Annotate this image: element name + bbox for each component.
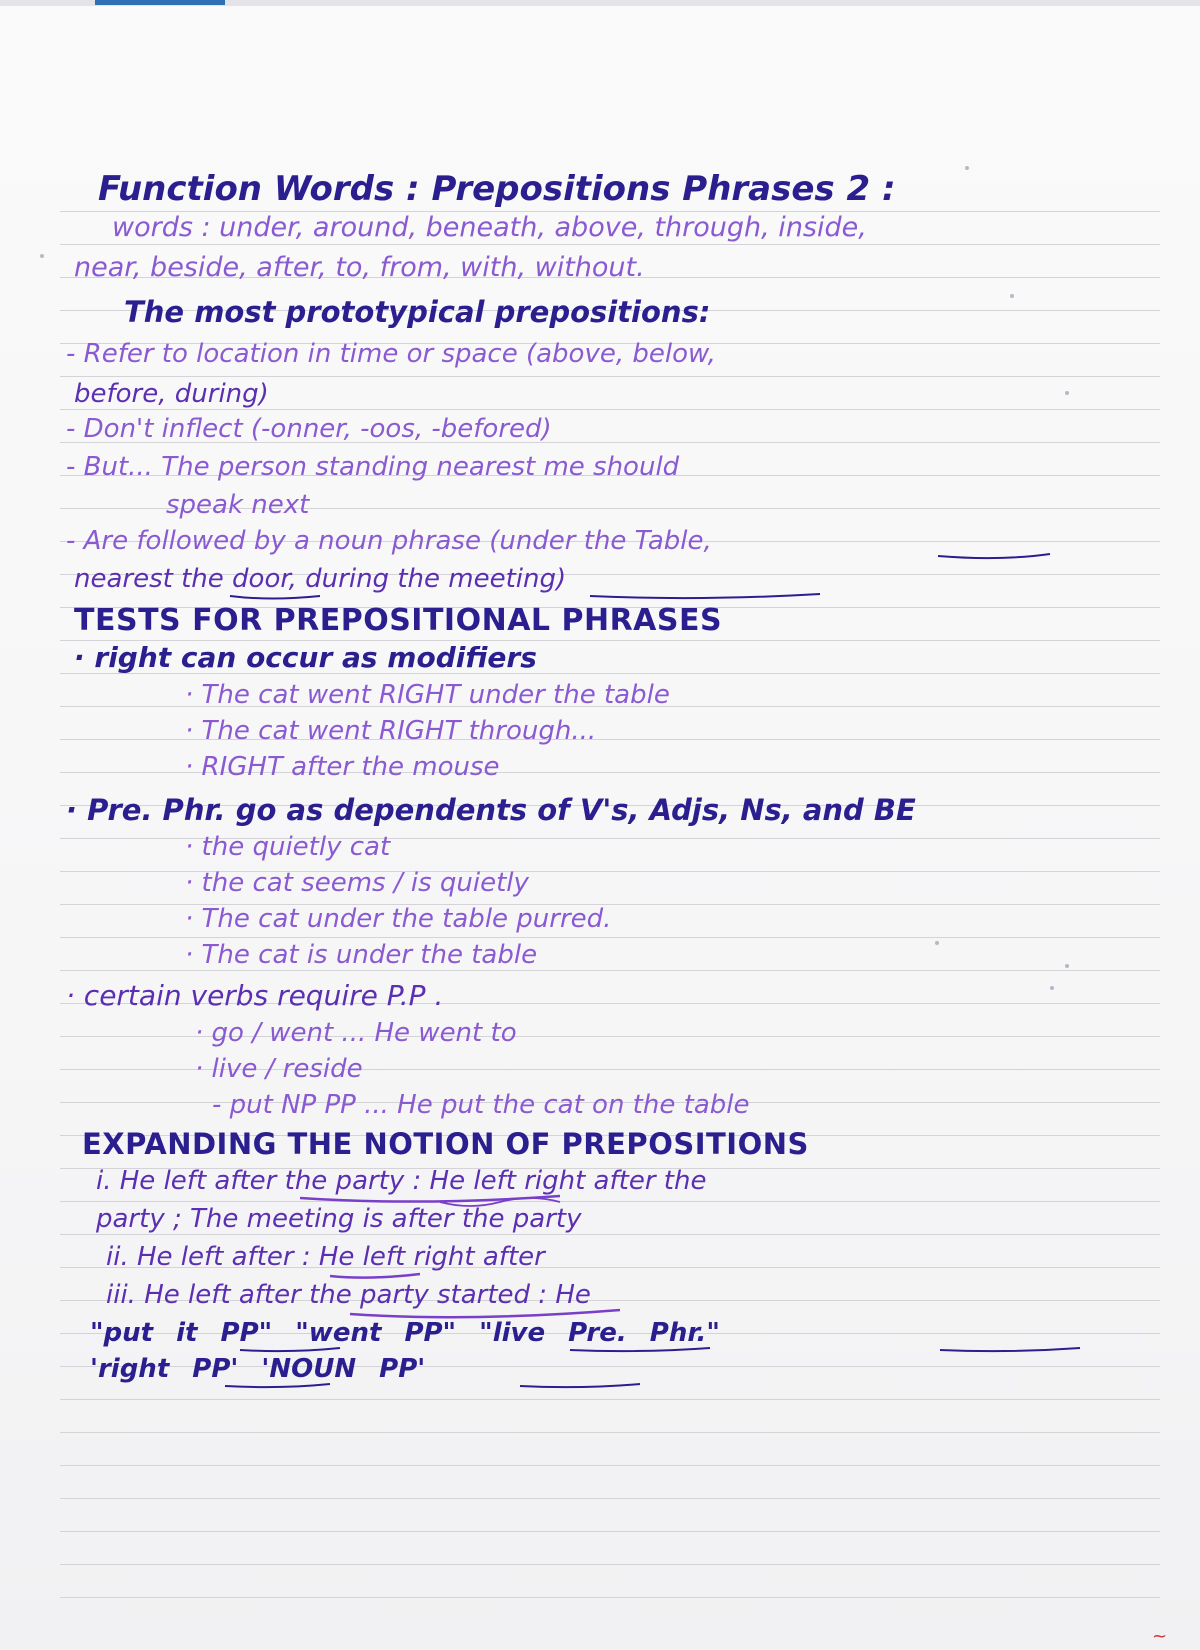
note-line: · The cat under the table purred. bbox=[185, 904, 612, 934]
note-line: - Refer to location in time or space (above, below, bbox=[66, 339, 716, 369]
note-line: before, during) bbox=[74, 379, 269, 409]
pen-dot bbox=[1050, 986, 1054, 990]
notebook-page bbox=[0, 6, 1200, 1650]
note-line: party ; The meeting is after the party bbox=[96, 1204, 582, 1234]
note-line: - But... The person standing nearest me should bbox=[66, 452, 680, 482]
pen-dot bbox=[1010, 294, 1014, 298]
note-line: i. He left after the party : He left right after the bbox=[96, 1166, 707, 1196]
note-line: · The cat went RIGHT through... bbox=[185, 716, 597, 746]
note-line: nearest the door, during the meeting) bbox=[74, 564, 567, 594]
note-line: iii. He left after the party started : He bbox=[106, 1280, 591, 1310]
top-edge-blue-mark bbox=[95, 0, 225, 5]
pattern-line: 'right PP' 'NOUN PP' bbox=[90, 1354, 426, 1384]
note-line: · live / reside bbox=[195, 1054, 363, 1084]
note-line: · certain verbs require P.P . bbox=[66, 979, 444, 1012]
note-line: · RIGHT after the mouse bbox=[185, 752, 500, 782]
section-heading: EXPANDING THE NOTION OF PREPOSITIONS bbox=[82, 1127, 809, 1161]
note-line: · the quietly cat bbox=[185, 832, 391, 862]
note-line: words : under, around, beneath, above, through, inside, bbox=[112, 212, 867, 243]
section-heading: TESTS FOR PREPOSITIONAL PHRASES bbox=[74, 603, 723, 638]
note-line: - put NP PP ... He put the cat on the table bbox=[212, 1090, 750, 1120]
note-line: · Pre. Phr. go as dependents of V's, Adjs, Ns, and BE bbox=[66, 793, 916, 827]
note-line: · The cat is under the table bbox=[185, 940, 538, 970]
pen-dot bbox=[1065, 964, 1069, 968]
pattern-line: "put it PP" "went PP" "live Pre. Phr." bbox=[90, 1318, 720, 1348]
note-line: · go / went ... He went to bbox=[195, 1018, 517, 1048]
note-line: · the cat seems / is quietly bbox=[185, 868, 529, 898]
pen-dot bbox=[1065, 391, 1069, 395]
note-line: ii. He left after : He left right after bbox=[106, 1242, 545, 1272]
pen-dot bbox=[935, 941, 939, 945]
corner-ink-mark: ~ bbox=[1152, 1626, 1168, 1647]
note-line: · right can occur as modifiers bbox=[74, 641, 537, 674]
note-line: - Are followed by a noun phrase (under the Table, bbox=[66, 526, 712, 556]
note-title: Function Words : Prepositions Phrases 2 : bbox=[98, 169, 896, 209]
note-line: · The cat went RIGHT under the table bbox=[185, 680, 670, 710]
note-line: - Don't inflect (-onner, -oos, -befored) bbox=[66, 414, 552, 444]
note-line: speak next bbox=[166, 490, 310, 520]
pen-dot bbox=[965, 166, 969, 170]
note-heading: The most prototypical prepositions: bbox=[124, 295, 711, 329]
pen-dot bbox=[40, 254, 44, 258]
note-line: near, beside, after, to, from, with, without. bbox=[74, 252, 645, 283]
